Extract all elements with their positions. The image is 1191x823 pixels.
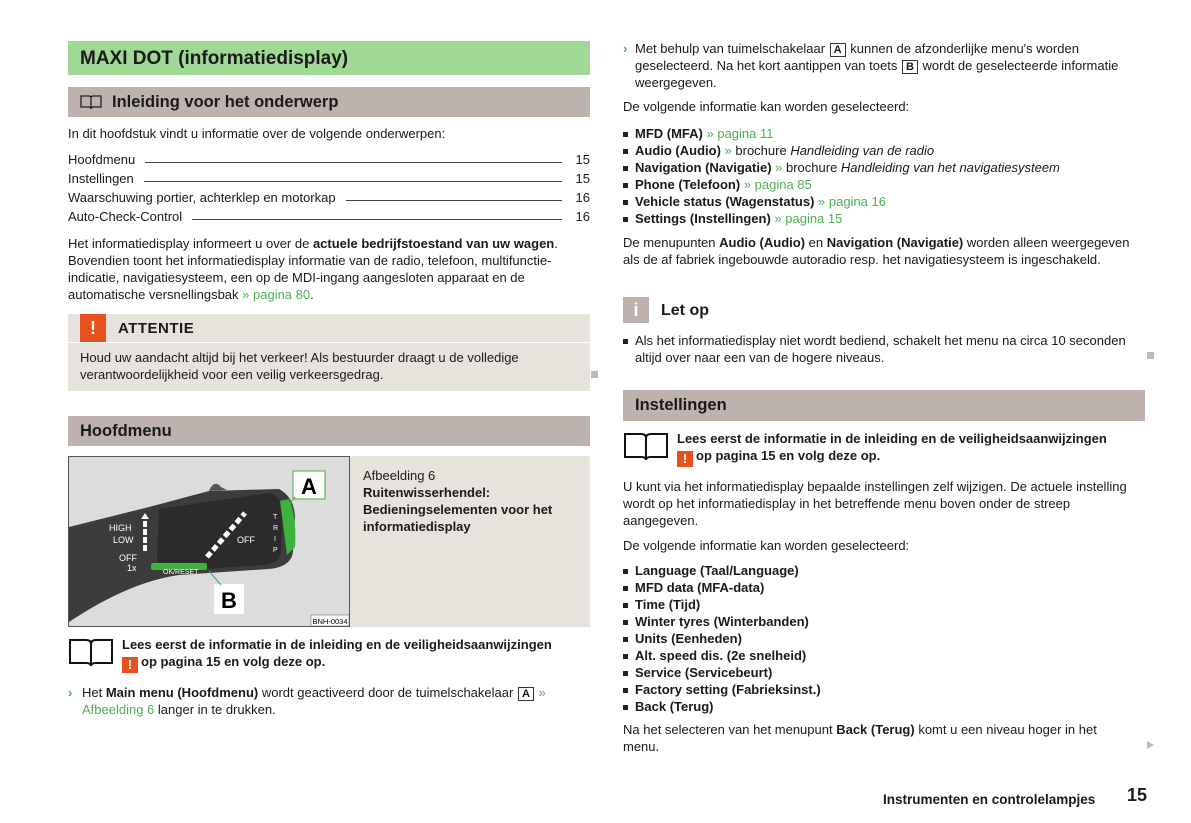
bold-text: Navigation (Navigatie): [635, 160, 772, 175]
toc-leader: [144, 181, 562, 182]
toc-label[interactable]: Instellingen: [68, 171, 134, 186]
note-title: Let op: [661, 301, 709, 319]
toc-item[interactable]: [68, 206, 590, 225]
bold-text: Back (Terug): [836, 722, 915, 737]
section-end-marker: [1147, 352, 1154, 359]
toc-page: 16: [575, 190, 590, 205]
settings-intro: De volgende informatie kan worden geselecteerd:: [623, 538, 910, 553]
list-item: [623, 159, 1145, 176]
main-menu-heading-text: Hoofdmenu: [80, 421, 172, 440]
wiper-lever-illustration: [69, 457, 350, 627]
bold-text: Audio (Audio): [719, 235, 806, 250]
menu-list: [623, 125, 1145, 227]
list-item: Alt. speed dis. (2e snelheid): [623, 647, 1145, 664]
note-text: Als het informatiedisplay niet wordt bediend, schakelt het menu na circa 10 seconden altijd over naar een van de hogere niveaus.: [623, 332, 1145, 366]
page-link[interactable]: » pagina 11: [702, 126, 774, 141]
step-arrow-icon: ›: [623, 41, 628, 56]
menu-select-step: [623, 40, 1145, 91]
book-icon: [623, 430, 669, 462]
bold-text: Vehicle status (Wagenstatus): [635, 194, 815, 209]
list-item: Units (Eenheden): [623, 630, 1145, 647]
list-item: [623, 193, 1145, 210]
figure-code: BNH-0034: [312, 617, 348, 626]
attention-title: ATTENTIE: [118, 319, 195, 337]
intro-heading-text: Inleiding voor het onderwerp: [112, 92, 339, 111]
label-a: A: [301, 474, 317, 499]
text-segment: De menupunten: [623, 235, 720, 250]
toc-leader: [346, 200, 562, 201]
book-icon: [80, 94, 102, 110]
label-off: OFF: [119, 553, 137, 563]
section-end-marker: [591, 371, 598, 378]
page-link[interactable]: » pagina 16: [814, 194, 886, 209]
continue-arrow-icon: [1147, 741, 1154, 749]
key-label: A: [518, 687, 534, 701]
attention-text: Houd uw aandacht altijd bij het verkeer! Als bestuurder draagt u de volledige verantwoordelijkheid voor een veilig verkeersgedrag.: [80, 350, 519, 382]
main-menu-step-text: [82, 685, 546, 717]
settings-paragraph: U kunt via het informatiedisplay bepaalde instellingen zelf wijzigen. De actuele instelling wordt op het informatiedisplay in het betreffende menu boven onder de streep aangegeven.: [623, 479, 1127, 528]
list-item: Factory setting (Fabrieksinst.): [623, 681, 1145, 698]
toc-label[interactable]: Auto-Check-Control: [68, 209, 183, 224]
read-first-notice: [623, 430, 1145, 467]
list-item: MFD data (MFA-data): [623, 579, 1145, 596]
toc-item[interactable]: [68, 149, 590, 168]
text-segment: wordt geactiveerd door de tuimelschakelaar: [258, 685, 517, 700]
text-segment: brochure: [786, 160, 841, 175]
intro-text: In dit hoofdstuk vindt u informatie over de volgende onderwerpen:: [68, 126, 446, 141]
figure-image: [68, 456, 350, 627]
footer-chapter: Instrumenten en controlelampjes: [883, 792, 1096, 807]
label-trip-i: I: [274, 536, 276, 543]
list-item: Time (Tijd): [623, 596, 1145, 613]
page-link[interactable]: » pagina 85: [740, 177, 812, 192]
label-ok-reset: OK/RESET: [163, 569, 199, 576]
attention-box: [68, 314, 590, 391]
warning-icon: !: [677, 451, 693, 467]
toc-leader: [192, 219, 561, 220]
bold-text: Main menu (Hoofdmenu): [105, 685, 259, 700]
read-first-line1: Lees eerst de informatie in de inleiding en de veiligheidsaanwijzingen: [677, 431, 1107, 446]
select-intro: De volgende informatie kan worden geselecteerd:: [623, 99, 910, 114]
text-segment: Met behulp van tuimelschakelaar: [635, 41, 829, 56]
main-menu-step: [68, 684, 582, 718]
intro-heading: [68, 87, 590, 117]
label-high: HIGH: [109, 523, 132, 533]
bold-text: MFD (MFA): [635, 126, 703, 141]
toc-label[interactable]: Hoofdmenu: [68, 152, 136, 167]
text-segment: worden alleen weergegeven als de af fabriek ingebouwde autoradio resp. het navigatiesysteem is ingeschakeld.: [623, 235, 1130, 267]
read-first-notice: [68, 636, 588, 673]
page-link[interactable]: »: [720, 143, 736, 158]
key-label: B: [902, 60, 918, 74]
toc-item[interactable]: [68, 187, 590, 206]
figure-number: Afbeelding 6: [363, 468, 436, 483]
list-item: [623, 210, 1145, 227]
book-icon: [68, 636, 114, 668]
list-item: [623, 125, 1145, 142]
toc-label[interactable]: Waarschuwing portier, achterklep en motorkap: [68, 190, 336, 205]
label-trip-t: T: [273, 514, 278, 521]
main-menu-heading: [68, 416, 590, 446]
text-segment: wordt de geselecteerde informatie weergegeven.: [635, 58, 1119, 90]
toc-page: 15: [575, 152, 590, 167]
figure-caption-panel: [350, 456, 590, 627]
note-heading: [623, 297, 709, 323]
list-item: [623, 176, 1145, 193]
warning-icon: !: [122, 657, 138, 673]
label-trip-r: R: [273, 525, 279, 532]
read-first-line2[interactable]: op pagina 15 en volg deze op.: [696, 448, 881, 463]
italic-text: Handleiding van het navigatiesysteem: [840, 160, 1060, 175]
toc-page: 15: [575, 171, 590, 186]
step-arrow-icon: ›: [68, 685, 73, 700]
warning-icon: !: [80, 314, 106, 342]
list-item: Service (Servicebeurt): [623, 664, 1145, 681]
label-off-2: OFF: [237, 535, 255, 545]
list-item: Language (Taal/Language): [623, 562, 1145, 579]
info-icon: i: [623, 297, 649, 323]
bold-text: actuele bedrijfstoestand van uw wagen: [312, 236, 555, 251]
chapter-title: [68, 41, 590, 75]
text-segment: langer in te drukken.: [154, 702, 276, 717]
table-of-contents: [68, 149, 590, 225]
back-paragraph: [623, 721, 1133, 755]
text-segment: . Bovendien toont het informatiedisplay informatie van de radio, telefoon, multifunctie-indicatie, navigatiesysteem, een op de MDI-ingang aangesloten apparaat en de automatische versnellingsbak: [68, 236, 558, 302]
figure-caption: Ruitenwisserhendel: Bedieningselementen voor het informatiedisplay: [363, 485, 553, 534]
intro-paragraph: [68, 235, 590, 303]
bold-text: Phone (Telefoon): [635, 177, 741, 192]
page-link[interactable]: »: [771, 160, 786, 175]
text-segment: en: [805, 235, 827, 250]
menu-select-step-text: [635, 41, 1118, 90]
toc-leader: [145, 162, 561, 163]
bold-text: Navigation (Navigatie): [826, 235, 964, 250]
settings-heading: [623, 390, 1145, 421]
italic-text: Handleiding van de radio: [790, 143, 935, 158]
chapter-title-text: MAXI DOT (informatiedisplay): [80, 47, 349, 69]
label-once: 1x: [127, 563, 137, 573]
page-link[interactable]: » pagina 80: [242, 287, 311, 302]
text-segment: Het: [82, 685, 106, 700]
text-segment: komt u een niveau hoger in het menu.: [623, 722, 1097, 754]
text-segment: .: [310, 287, 314, 302]
label-trip-p: P: [273, 547, 278, 554]
list-item: [623, 142, 1145, 159]
read-first-line1: Lees eerst de informatie in de inleiding en de veiligheidsaanwijzingen: [122, 637, 552, 652]
page-link[interactable]: » Afbeelding 6: [82, 685, 546, 717]
list-item: Back (Terug): [623, 698, 1145, 715]
read-first-line2[interactable]: op pagina 15 en volg deze op.: [141, 654, 326, 669]
page-number: 15: [1127, 785, 1148, 805]
label-low: LOW: [113, 535, 134, 545]
toc-page: 16: [575, 209, 590, 224]
text-segment: Het informatiedisplay informeert u over de: [68, 236, 313, 251]
page-link[interactable]: » pagina 15: [770, 211, 843, 226]
bold-text: Audio (Audio): [635, 143, 721, 158]
label-b: B: [221, 588, 237, 613]
list-item: Winter tyres (Winterbanden): [623, 613, 1145, 630]
text-segment: brochure: [735, 143, 791, 158]
bold-text: Settings (Instellingen): [635, 211, 771, 226]
key-label: A: [830, 43, 846, 57]
menu-availability-paragraph: [623, 234, 1145, 268]
settings-heading-text: Instellingen: [635, 396, 727, 414]
text-segment: kunnen de afzonderlijke menu's worden geselecteerd. Na het kort aantippen van toets: [635, 41, 1079, 73]
text-segment: Na het selecteren van het menupunt: [623, 722, 837, 737]
toc-item[interactable]: [68, 168, 590, 187]
settings-list: [623, 562, 1145, 715]
